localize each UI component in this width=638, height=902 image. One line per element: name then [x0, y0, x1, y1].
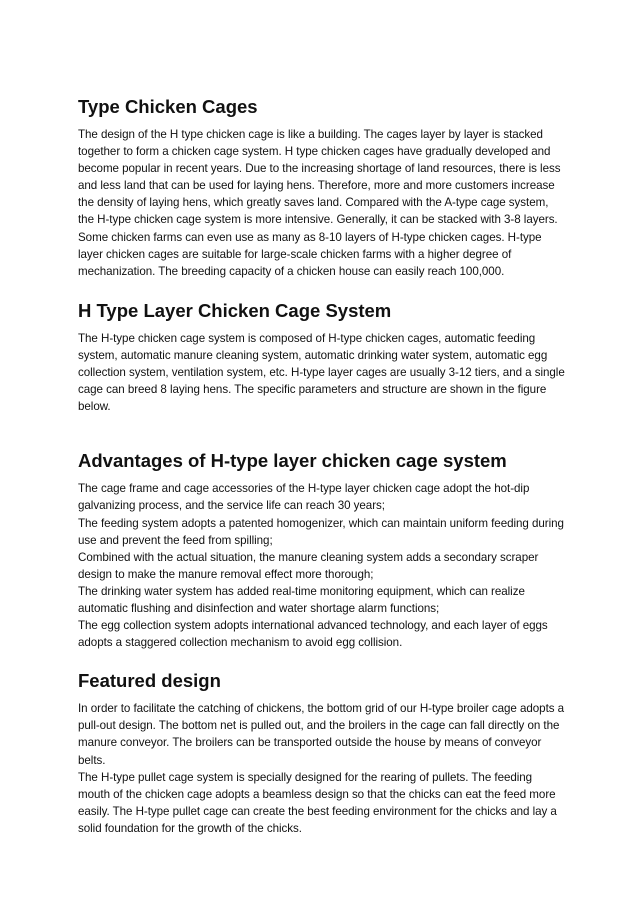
section-paragraph: The cage frame and cage accessories of the H-type layer chicken cage adopt the hot-dip galvanizing process, and the service life can reach 30 years;	[78, 482, 530, 513]
section-paragraph: The design of the H type chicken cage is like a building. The cages layer by layer is stacked together to form a chicken cage system. H type chicken cages have gradually developed and become popular in recent years. Due to the increasing shortage of land resources, there is less and less land that can be used for laying hens. Therefore, more and more customers increase the density of laying hens, which greatly saves land. Compared with the A-type cage system, the H-type chicken cage system is more intensive. Generally, it can be stacked with 3-8 layers. Some chicken farms can even use as many as 8-10 layers of H-type chicken cages. H-type layer chicken cages are suitable for large-scale chicken farms with a higher degree of mechanization. The breeding capacity of a chicken house can easily reach 100,000.	[78, 128, 561, 278]
section-paragraph: The feeding system adopts a patented homogenizer, which can maintain uniform feeding during use and prevent the feed from spilling;	[78, 516, 564, 547]
section-advantages	[78, 450, 566, 651]
section-featured-design	[78, 670, 566, 837]
section-heading: H Type Layer Chicken Cage System	[78, 299, 392, 321]
section-paragraph: The H-type pullet cage system is specially designed for the rearing of pullets. The feeding mouth of the chicken cage adopts a beamless design so that the chicks can eat the feed more easily. The H-type pullet cage can create the best feeding environment for the chicks and lay a solid foundation for the growth of the chicks.	[78, 770, 557, 835]
section-heading: Type Chicken Cages	[78, 96, 258, 117]
section-heading: Advantages of H-type layer chicken cage system	[78, 450, 507, 472]
section-heading: Featured design	[78, 670, 221, 692]
section-paragraph: The H-type chicken cage system is composed of H-type chicken cages, automatic feeding system, automatic manure cleaning system, automatic drinking water system, automatic egg collection system, ventilation system, etc. H-type layer cages are usually 3-12 tiers, and a single cage can breed 8 laying hens. The specific parameters and structure are shown in the figure below.	[78, 331, 565, 414]
section-paragraph: The drinking water system has added real-time monitoring equipment, which can realize automatic flushing and disinfection and water shortage alarm functions;	[78, 584, 525, 615]
document-page	[78, 96, 566, 837]
section-h-type-layer-system	[78, 300, 566, 415]
section-paragraph: Combined with the actual situation, the manure cleaning system adds a secondary scraper design to make the manure removal effect more thorough;	[78, 550, 539, 581]
section-paragraph: The egg collection system adopts international advanced technology, and each layer of eggs adopts a staggered collection mechanism to avoid egg collision.	[78, 619, 548, 650]
section-type-chicken-cages	[78, 96, 566, 280]
section-paragraph: In order to facilitate the catching of chickens, the bottom grid of our H-type broiler cage adopts a pull-out design. The bottom net is pulled out, and the broilers in the cage can fall directly on the manure conveyor. The broilers can be transported outside the house by means of conveyor belts.	[78, 702, 565, 767]
